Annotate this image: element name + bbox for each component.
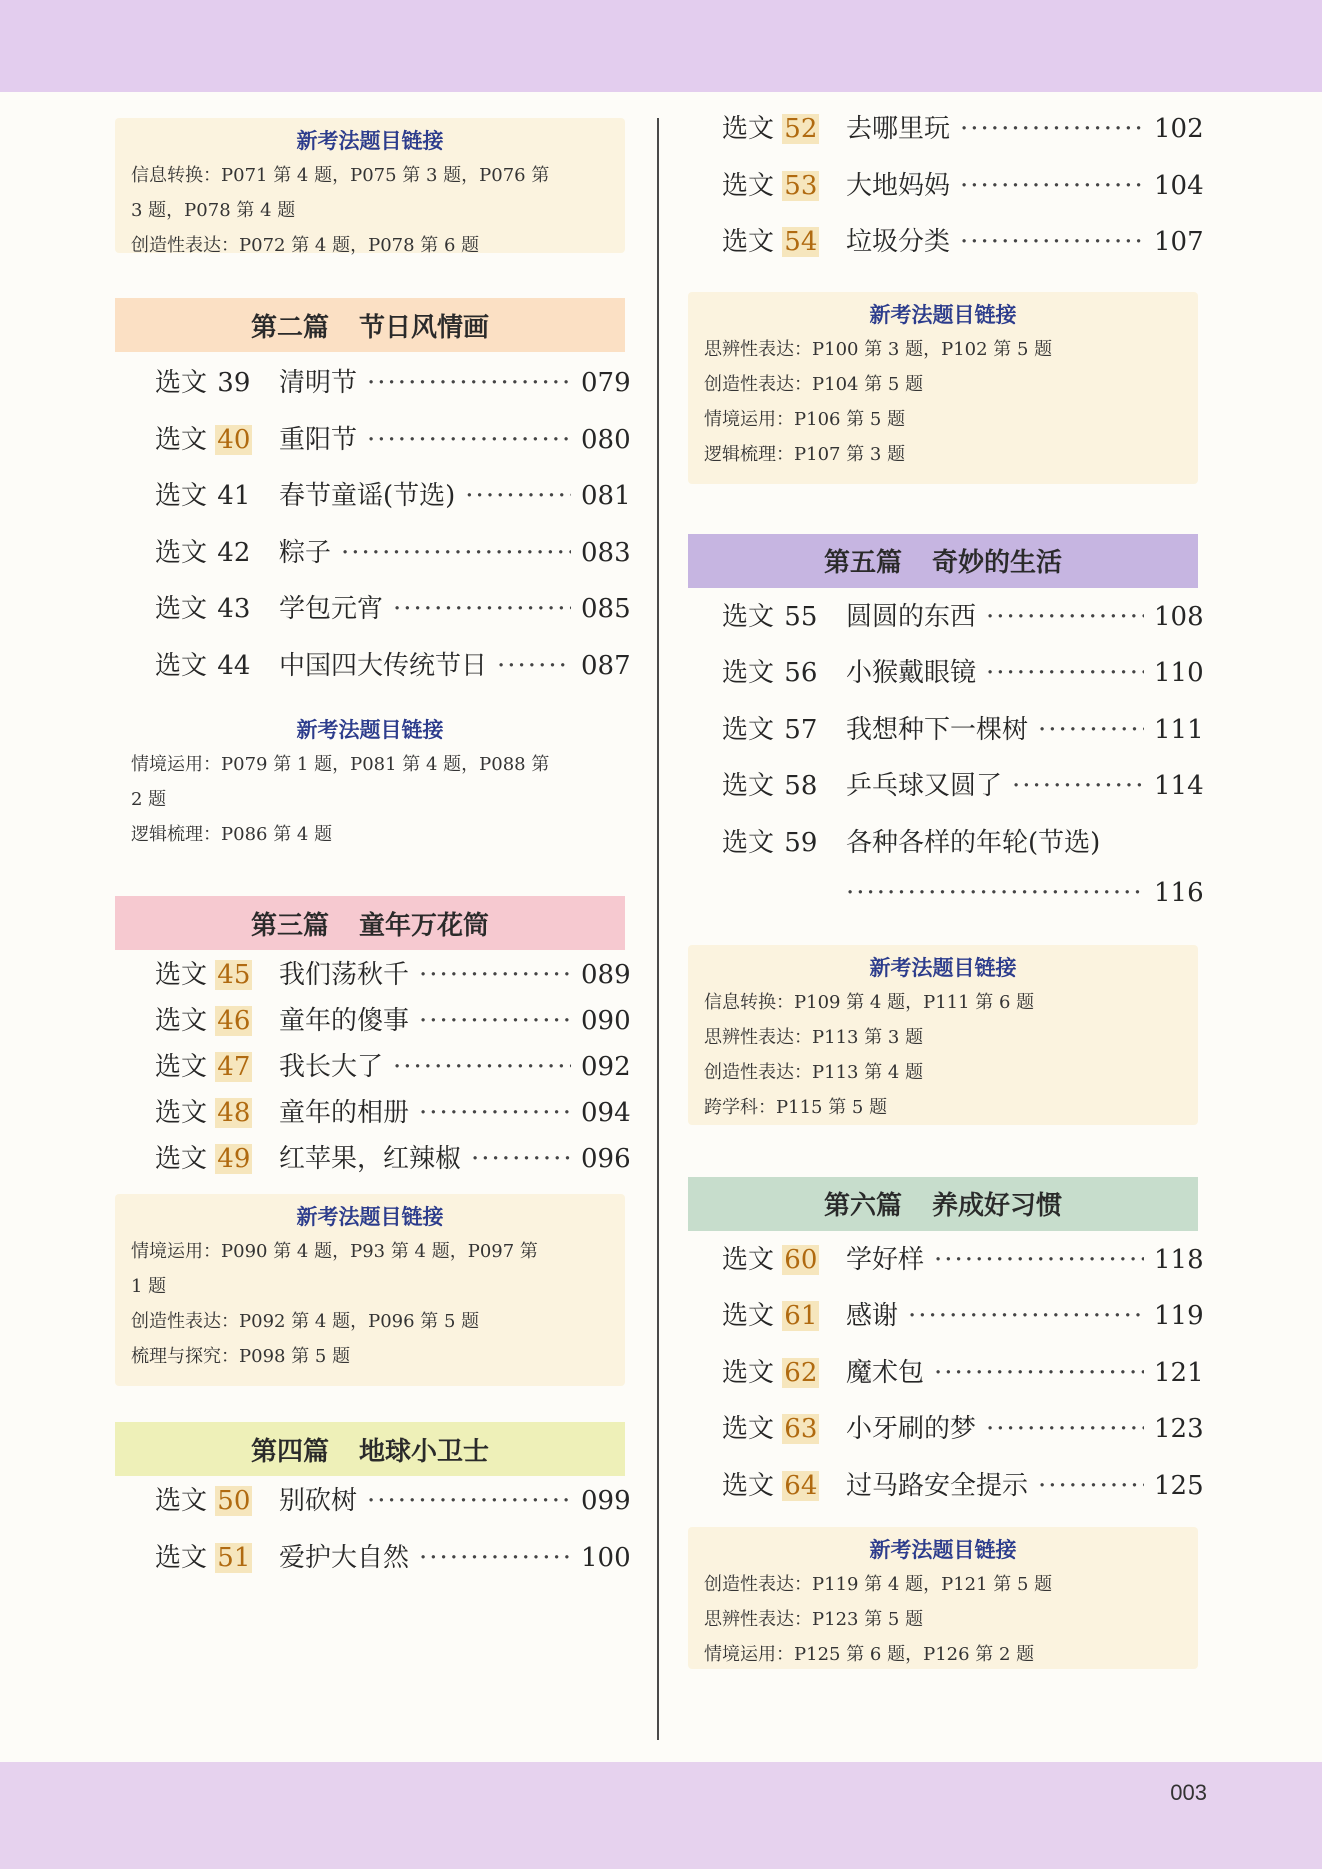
toc-entry[interactable] [722, 1295, 1204, 1352]
link-box-title: 新考法题目链接 [869, 1538, 1017, 1562]
toc-entry[interactable] [722, 108, 1204, 165]
top-color-band [0, 0, 1322, 92]
link-line: 创造性表达：P092 第 4 题，P096 第 5 题 [131, 1311, 480, 1332]
toc-number: 51 [217, 1542, 251, 1573]
toc-label: 选文 [722, 1357, 775, 1388]
toc-title: 清明节 [279, 368, 358, 398]
toc-page: 119 [1154, 1301, 1204, 1331]
toc-page: 099 [581, 1486, 631, 1516]
toc-label: 选文 [155, 424, 208, 455]
toc-leader-dots [960, 171, 1144, 201]
toc-page: 083 [581, 537, 631, 568]
toc-entry[interactable] [722, 1465, 1204, 1522]
toc-page: 102 [1154, 114, 1204, 144]
toc-entry[interactable] [155, 1537, 631, 1594]
link-line: 信息转换：P071 第 4 题，P075 第 3 题，P076 第 [131, 165, 550, 186]
toc-label: 选文 [155, 1542, 208, 1573]
toc-number: 39 [217, 368, 251, 398]
link-box-section-5 [688, 945, 1198, 1125]
toc-label: 选文 [722, 601, 775, 632]
toc-label: 选文 [722, 1470, 775, 1501]
section-number: 第五篇 [823, 548, 902, 578]
right-column [688, 108, 1204, 1669]
toc-title: 童年的相册 [279, 1098, 410, 1128]
toc-leader-dots [367, 368, 571, 398]
toc-leader-dots [341, 538, 571, 568]
toc-number: 45 [217, 960, 251, 990]
link-box-title: 新考法题目链接 [296, 1205, 444, 1229]
link-box-section-2 [115, 707, 625, 864]
toc-number: 42 [217, 537, 251, 568]
toc-label: 选文 [722, 170, 775, 201]
toc-page: 125 [1154, 1470, 1204, 1501]
link-line: 创造性表达：P104 第 5 题 [704, 373, 924, 395]
toc-label: 选文 [722, 227, 775, 257]
toc-entry[interactable] [155, 954, 631, 1000]
toc-title: 爱护大自然 [279, 1542, 410, 1573]
toc-number: 46 [217, 1006, 251, 1036]
link-line: 逻辑梳理：P086 第 4 题 [131, 824, 333, 845]
toc-number: 49 [217, 1144, 251, 1174]
toc-label: 选文 [155, 960, 208, 990]
toc-title: 大地妈妈 [846, 170, 951, 201]
toc-title: 我长大了 [279, 1052, 384, 1082]
link-line: 1 题 [131, 1276, 167, 1297]
toc-leader-dots [471, 1144, 571, 1174]
toc-entry[interactable] [155, 419, 631, 476]
toc-leader-dots [419, 1098, 571, 1128]
toc-number: 59 [784, 827, 818, 858]
toc-title: 中国四大传统节日 [279, 650, 488, 681]
toc-entry[interactable] [155, 1480, 631, 1537]
toc-page: 107 [1154, 227, 1204, 257]
toc-page: 123 [1154, 1414, 1204, 1444]
toc-leader-dots [934, 1245, 1144, 1275]
toc-page: 118 [1154, 1244, 1204, 1275]
toc-number: 47 [217, 1052, 251, 1082]
toc-page: 081 [581, 481, 631, 511]
toc-number: 58 [784, 771, 818, 801]
toc-page: 116 [1154, 878, 1204, 908]
toc-page: 111 [1154, 714, 1204, 745]
link-line: 2 题 [131, 789, 167, 810]
toc-page: 104 [1154, 170, 1204, 201]
toc-page: 085 [581, 594, 631, 624]
toc-page: 087 [581, 650, 631, 681]
toc-title: 红苹果，红辣椒 [279, 1144, 462, 1174]
link-box-title: 新考法题目链接 [869, 955, 1017, 980]
link-box-section-6 [688, 1527, 1198, 1669]
link-box-title: 新考法题目链接 [869, 302, 1017, 327]
toc-number: 52 [784, 114, 818, 144]
toc-leader-dots [846, 878, 1144, 908]
toc-entry[interactable] [722, 709, 1204, 766]
toc-leader-dots [419, 1006, 571, 1036]
toc-title: 小牙刷的梦 [846, 1414, 977, 1444]
toc-entry[interactable] [155, 362, 631, 419]
toc-label: 选文 [722, 658, 775, 688]
toc-entry[interactable] [722, 596, 1204, 653]
link-line: 情境运用：P106 第 5 题 [704, 408, 906, 430]
toc-number: 43 [217, 594, 251, 624]
toc-page: 094 [581, 1098, 631, 1128]
link-line: 思辨性表达：P113 第 3 题 [704, 1026, 924, 1048]
section-header-2 [115, 298, 625, 352]
toc-number: 60 [784, 1244, 818, 1275]
link-box-section-4 [688, 292, 1198, 484]
toc-number: 41 [217, 481, 251, 511]
link-line: 创造性表达：P113 第 4 题 [704, 1061, 924, 1083]
toc-label: 选文 [155, 481, 208, 511]
toc-number: 44 [217, 650, 251, 681]
toc-entry[interactable] [155, 1000, 631, 1046]
toc-entry[interactable] [155, 1046, 631, 1092]
toc-label: 选文 [155, 537, 208, 568]
toc-label: 选文 [155, 1486, 208, 1516]
toc-title: 过马路安全提示 [846, 1470, 1029, 1501]
toc-label: 选文 [722, 827, 775, 858]
section-number: 第四篇 [250, 1436, 329, 1467]
toc-title: 童年的傻事 [279, 1006, 410, 1036]
link-box-title: 新考法题目链接 [296, 718, 444, 742]
toc-entry[interactable] [155, 475, 631, 532]
toc-entry[interactable] [722, 822, 1198, 879]
toc-page: 114 [1154, 771, 1204, 801]
toc-entry[interactable] [155, 588, 631, 645]
toc-title: 学包元宵 [279, 594, 384, 624]
toc-number: 56 [784, 658, 818, 688]
section-number: 第二篇 [250, 312, 329, 343]
toc-number: 50 [217, 1486, 251, 1516]
column-divider [657, 118, 659, 1740]
toc-page: 080 [581, 424, 631, 455]
toc-label: 选文 [722, 1244, 775, 1275]
toc-number: 63 [784, 1414, 818, 1444]
toc-leader-dots [393, 1052, 571, 1082]
toc-number: 54 [784, 227, 818, 257]
toc-list-section-2 [115, 362, 631, 701]
toc-leader-dots [908, 1301, 1144, 1331]
section-header-6 [688, 1177, 1198, 1231]
toc-number: 55 [784, 601, 818, 632]
link-line: 信息转换：P109 第 4 题，P111 第 6 题 [704, 991, 1035, 1013]
toc-leader-dots [1012, 771, 1144, 801]
link-box-title: 新考法题目链接 [296, 129, 444, 153]
toc-entry[interactable] [722, 1352, 1204, 1409]
bottom-color-band [0, 1762, 1322, 1869]
toc-label: 选文 [155, 1052, 208, 1082]
toc-entry[interactable] [722, 1408, 1204, 1465]
toc-number: 62 [784, 1357, 818, 1388]
toc-leader-dots [986, 1414, 1144, 1444]
toc-label: 选文 [155, 650, 208, 681]
toc-label: 选文 [722, 1301, 775, 1331]
section-title: 养成好习惯 [932, 1191, 1063, 1221]
toc-page: 089 [581, 960, 631, 990]
left-column [115, 118, 631, 1593]
section-header-4 [115, 1422, 625, 1476]
toc-list-section-4 [115, 1480, 631, 1593]
toc-title: 感谢 [846, 1301, 899, 1331]
toc-entry[interactable] [155, 1092, 631, 1138]
link-line: 跨学科：P115 第 5 题 [704, 1096, 888, 1118]
section-number: 第六篇 [823, 1191, 902, 1221]
toc-title: 我想种下一棵树 [846, 714, 1029, 745]
section-header-3 [115, 896, 625, 950]
toc-leader-dots [960, 114, 1144, 144]
toc-leader-dots [419, 960, 571, 990]
toc-title: 乒乓球又圆了 [846, 771, 1003, 801]
toc-entry[interactable] [722, 652, 1204, 709]
toc-page: 121 [1154, 1357, 1204, 1388]
toc-list-section-5 [688, 596, 1204, 935]
toc-number: 40 [217, 424, 251, 455]
link-box-section-3 [115, 1194, 625, 1386]
toc-entry[interactable] [722, 1239, 1204, 1296]
toc-page: 110 [1154, 658, 1204, 688]
toc-leader-dots [1038, 1471, 1144, 1501]
toc-number: 53 [784, 170, 818, 201]
toc-label: 选文 [722, 1414, 775, 1444]
toc-entry[interactable] [155, 532, 631, 589]
toc-page: 079 [581, 368, 631, 398]
toc-label: 选文 [722, 771, 775, 801]
toc-list-section-4-cont [688, 108, 1204, 278]
toc-number: 48 [217, 1098, 251, 1128]
toc-leader-dots [419, 1543, 571, 1573]
toc-label: 选文 [155, 1006, 208, 1036]
toc-page: 100 [581, 1542, 631, 1573]
toc-label: 选文 [722, 714, 775, 745]
toc-leader-dots [986, 602, 1144, 632]
toc-title: 各种各样的年轮(节选) [846, 827, 1101, 858]
section-header-5 [688, 534, 1198, 588]
toc-leader-dots [986, 658, 1144, 688]
toc-list-section-6 [688, 1239, 1204, 1522]
toc-title: 圆圆的东西 [846, 601, 977, 632]
section-title: 地球小卫士 [359, 1436, 490, 1467]
toc-leader-dots [393, 594, 571, 624]
toc-number: 64 [784, 1470, 818, 1501]
toc-entry[interactable] [722, 165, 1204, 222]
toc-title: 去哪里玩 [846, 114, 951, 144]
toc-leader-dots [367, 425, 571, 455]
toc-label: 选文 [722, 114, 775, 144]
link-box-top-left [115, 118, 625, 256]
section-title: 节日风情画 [359, 312, 490, 343]
link-line: 思辨性表达：P123 第 5 题 [704, 1609, 924, 1630]
toc-number: 57 [784, 714, 818, 745]
toc-entry[interactable] [722, 221, 1204, 278]
toc-number: 61 [784, 1301, 818, 1331]
toc-title: 我们荡秋千 [279, 960, 410, 990]
link-line: 3 题，P078 第 4 题 [131, 200, 296, 221]
toc-page: 090 [581, 1006, 631, 1036]
toc-entry[interactable] [155, 1138, 631, 1184]
link-line: 创造性表达：P072 第 4 题，P078 第 6 题 [131, 235, 480, 256]
toc-title: 学好样 [846, 1244, 925, 1275]
link-line: 情境运用：P090 第 4 题，P93 第 4 题，P097 第 [131, 1241, 538, 1262]
link-line: 思辨性表达：P100 第 3 题，P102 第 5 题 [704, 338, 1053, 360]
toc-title: 粽子 [279, 537, 332, 568]
toc-entry-continuation[interactable] [722, 878, 1204, 935]
page-number: 003 [1170, 1780, 1207, 1805]
toc-leader-dots [497, 651, 571, 681]
toc-leader-dots [1038, 715, 1144, 745]
toc-page: 092 [581, 1052, 631, 1082]
link-line: 创造性表达：P119 第 4 题，P121 第 5 题 [704, 1574, 1053, 1595]
toc-title: 小猴戴眼镜 [846, 658, 977, 688]
toc-list-section-3 [115, 954, 631, 1184]
toc-label: 选文 [155, 594, 208, 624]
toc-title: 重阳节 [279, 424, 358, 455]
section-title: 奇妙的生活 [932, 548, 1063, 578]
toc-title: 垃圾分类 [846, 227, 951, 257]
link-line: 逻辑梳理：P107 第 3 题 [704, 443, 906, 465]
toc-page: 096 [581, 1144, 631, 1174]
toc-leader-dots [934, 1358, 1144, 1388]
toc-leader-dots [367, 1486, 571, 1516]
toc-entry[interactable] [155, 645, 631, 702]
toc-label: 选文 [155, 1098, 208, 1128]
toc-leader-dots [465, 481, 571, 511]
link-line: 梳理与探究：P098 第 5 题 [131, 1346, 351, 1367]
link-line: 情境运用：P125 第 6 题，P126 第 2 题 [704, 1644, 1035, 1665]
toc-title: 魔术包 [846, 1357, 925, 1388]
toc-entry[interactable] [722, 765, 1204, 822]
toc-label: 选文 [155, 1144, 208, 1174]
toc-title: 春节童谣(节选) [279, 481, 456, 511]
section-number: 第三篇 [250, 910, 329, 941]
toc-page: 108 [1154, 601, 1204, 632]
toc-title: 别砍树 [279, 1486, 358, 1516]
link-line: 情境运用：P079 第 1 题，P081 第 4 题，P088 第 [131, 754, 550, 775]
section-title: 童年万花筒 [359, 910, 490, 941]
toc-leader-dots [960, 227, 1144, 257]
toc-label: 选文 [155, 368, 208, 398]
